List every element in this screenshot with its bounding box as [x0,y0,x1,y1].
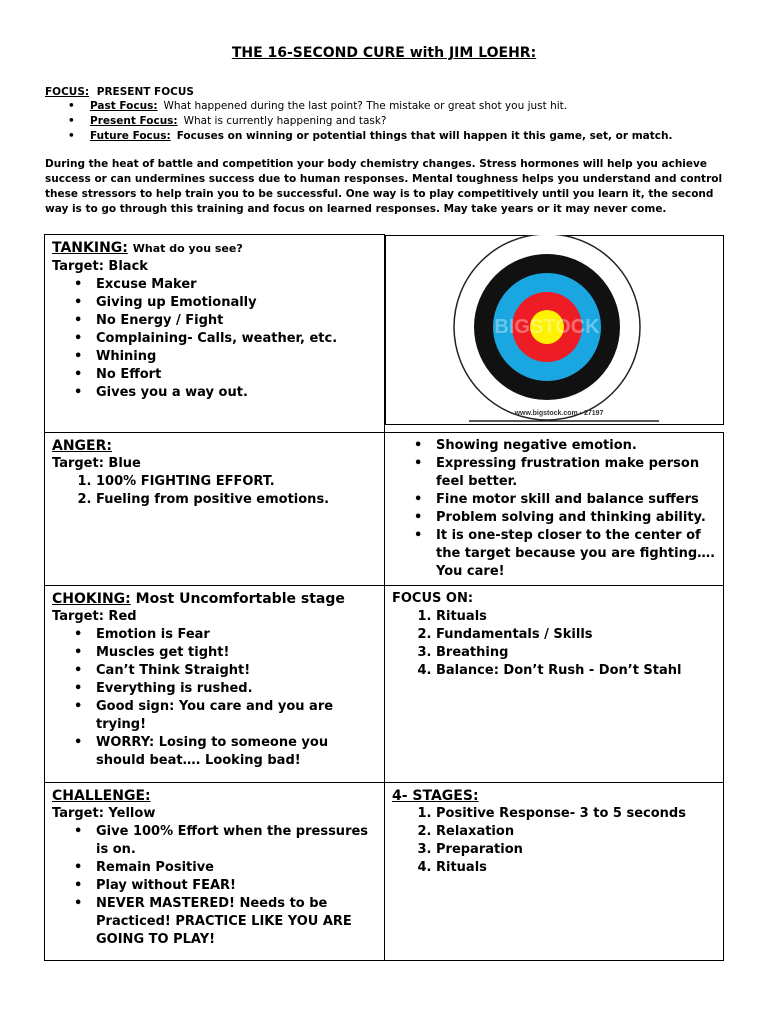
list-item: • Present Focus: What is currently happening and task? [90,114,735,129]
list-item: • Problem solving and thinking ability. [436,509,717,527]
page-title: THE 16-SECOND CURE with JIM LOEHR: [231,45,537,61]
challenge-heading: CHALLENGE: [52,788,151,804]
list-item: • Good sign: You care and you are trying! [96,698,378,734]
list-item: • Can’t Think Straight! [96,662,378,680]
list-item: • NEVER MASTERED! Needs to be Practiced! PRACTICE LIKE YOU ARE GOING TO PLAY! [96,895,378,949]
list-item: • Gives you a way out. [96,384,378,402]
list-item: • Play without FEAR! [96,877,378,895]
list-item: 1. Positive Response- 3 to 5 seconds [436,805,717,823]
tanking-target: Target: Black [52,259,148,274]
anger-effects-list [392,437,717,581]
list-item: • Showing negative emotion. [436,437,717,455]
list-item: • Whining [96,348,378,366]
challenge-cell [45,783,385,961]
four-stages-heading: 4- STAGES: [392,788,479,804]
list-item: 3. Breathing [436,644,717,662]
anger-list [52,473,378,509]
choking-heading: CHOKING: [52,591,131,607]
archery-target-image [429,235,679,425]
list-item: • Give 100% Effort when the pressures is on. [96,823,378,859]
list-item: • Everything is rushed. [96,680,378,698]
challenge-list [52,823,378,949]
tanking-heading: TANKING: [52,240,128,256]
list-item: 4. Balance: Don’t Rush - Don’t Stahl [436,662,717,680]
four-stages-cell [385,783,724,961]
stages-table [44,234,724,961]
list-item: • Emotion is Fear [96,626,378,644]
table-row [45,433,724,586]
list-item: • Fine motor skill and balance suffers [436,491,717,509]
watermark-text: BIGSTOCK [494,315,600,338]
choking-subheading: Most Uncomfortable stage [135,591,345,607]
list-item: 2. Fundamentals / Skills [436,626,717,644]
table-row [45,783,724,961]
anger-cell [45,433,385,586]
table-row [45,235,724,433]
list-item: • Remain Positive [96,859,378,877]
focus-label: FOCUS: [45,86,90,98]
focus-on-cell [385,586,724,783]
target-image-cell [385,235,724,425]
image-caption: www.bigstock.com · 27197 [514,409,604,417]
list-item: • Expressing frustration make person feel better. [436,455,717,491]
four-stages-list [392,805,717,877]
list-item: • Excuse Maker [96,276,378,294]
list-item: • WORRY: Losing to someone you should beat…. Looking bad! [96,734,378,770]
anger-heading: ANGER: [52,438,112,454]
list-item: 2. Fueling from positive emotions. [96,491,378,509]
focus-on-label: FOCUS ON: [392,591,474,606]
focus-section [45,85,735,144]
list-item: 1. Rituals [436,608,717,626]
table-row [45,586,724,783]
list-item: 2. Relaxation [436,823,717,841]
anger-target: Target: Blue [52,456,141,471]
list-item: • It is one-step closer to the center of the target because you are fighting…. You care! [436,527,717,581]
choking-cell [45,586,385,783]
tanking-cell [45,235,385,433]
list-item: • No Energy / Fight [96,312,378,330]
choking-target: Target: Red [52,609,137,624]
focus-list [45,99,735,144]
list-item: 1. 100% FIGHTING EFFORT. [96,473,378,491]
list-item: • Future Focus: Focuses on winning or potential things that will happen it this game, set, or match. [90,129,735,144]
intro-paragraph: During the heat of battle and competition your body chemistry changes. Stress hormones will help you achieve success or can undermines success due to human responses. Mental toughness helps you understand and control these stressors to help train you to be successful. One way is to play competitively until you learn it, the second way is to go through this training and focus on learned responses. May take years or it may never come. [45,158,723,215]
focus-value: PRESENT FOCUS [96,86,194,98]
choking-list [52,626,378,770]
list-item: • Complaining- Calls, weather, etc. [96,330,378,348]
list-item: • Giving up Emotionally [96,294,378,312]
anger-effects-cell [385,433,724,586]
list-item: 4. Rituals [436,859,717,877]
focus-heading [45,85,735,99]
focus-on-list [392,608,717,680]
challenge-target: Target: Yellow [52,806,156,821]
list-item: • Muscles get tight! [96,644,378,662]
list-item: • No Effort [96,366,378,384]
list-item: • Past Focus: What happened during the last point? The mistake or great shot you just hit. [90,99,735,114]
tanking-list [52,276,378,402]
list-item: 3. Preparation [436,841,717,859]
tanking-subheading: What do you see? [132,242,243,255]
